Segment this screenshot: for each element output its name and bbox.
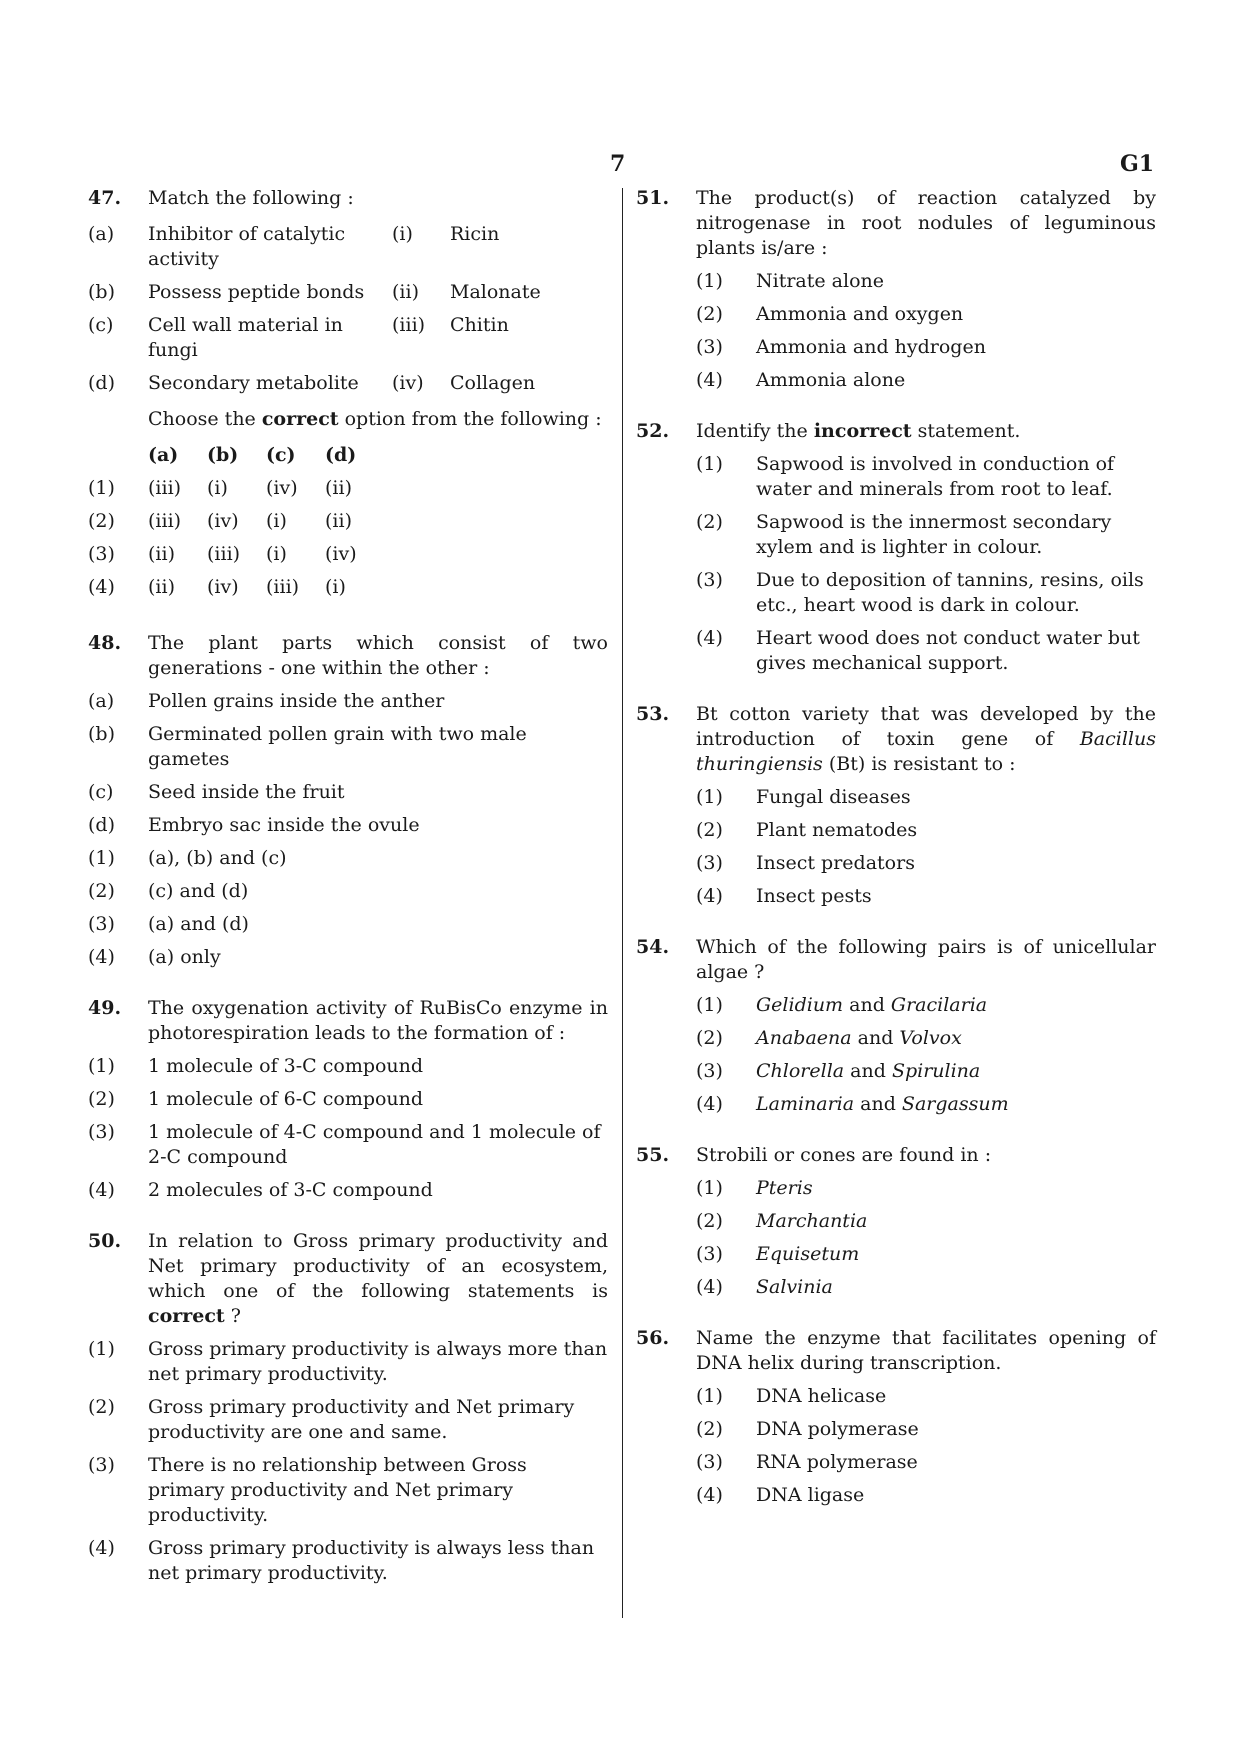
answer-option: (4) (a) only xyxy=(88,946,221,968)
answer-option: (1) DNA helicase xyxy=(696,1385,887,1407)
statement-item: (c) Seed inside the fruit xyxy=(88,781,345,803)
option-label: (2) xyxy=(88,510,115,532)
question-stem: In relation to Gross primary productivity and Net primary productivity of an ecosystem, which one of the following statements is correct ? xyxy=(148,1230,608,1327)
question-53 xyxy=(636,702,1156,909)
match-row xyxy=(88,219,541,277)
match-key: (c) xyxy=(88,314,114,336)
match-key: (b) xyxy=(88,281,115,303)
question-49 xyxy=(88,996,608,1203)
answer-option: (4) Salvinia xyxy=(696,1276,833,1298)
answer-option: (4) Insect pests xyxy=(696,885,872,907)
right-column xyxy=(636,186,1156,1534)
question-stem: Name the enzyme that facilitates opening of DNA helix during transcription. xyxy=(696,1327,1156,1374)
answer-option: (2) Plant nematodes xyxy=(696,819,918,841)
choice-row: (3) (ii) (iii) (i) (iv) xyxy=(88,539,384,572)
question-56 xyxy=(636,1326,1156,1508)
answer-option: (3) Ammonia and hydrogen xyxy=(696,336,986,358)
left-column xyxy=(88,186,608,1612)
question-stem: The product(s) of reaction catalyzed by nitrogenase in root nodules of leguminous plants is/are : xyxy=(696,187,1156,259)
statement-item: (a) Pollen grains inside the anther xyxy=(88,690,445,712)
column-head: (d) xyxy=(325,444,357,466)
question-number: 50. xyxy=(88,1230,122,1252)
answer-option: (3) RNA polymerase xyxy=(696,1451,918,1473)
answer-option: (3) (a) and (d) xyxy=(88,913,249,935)
answer-option: (1) 1 molecule of 3-C compound xyxy=(88,1055,424,1077)
answer-option: (3) 1 molecule of 4-C compound and 1 molecule of 2-C compound xyxy=(88,1121,601,1168)
answer-option: (1) Sapwood is involved in conduction of water and minerals from root to leaf. xyxy=(696,453,1115,500)
question-stem: Match the following : xyxy=(148,187,354,209)
question-55 xyxy=(636,1143,1156,1300)
booklet-code: G1 xyxy=(1120,151,1155,177)
answer-option: (1) Gelidium and Gracilaria xyxy=(696,994,988,1016)
choice-table xyxy=(88,440,384,605)
choose-instruction: Choose the correct option from the following : xyxy=(148,408,602,430)
question-stem: Strobili or cones are found in : xyxy=(696,1144,992,1166)
answer-option: (4) Heart wood does not conduct water but gives mechanical support. xyxy=(696,627,1140,674)
answer-option: (4) Laminaria and Sargassum xyxy=(696,1093,1009,1115)
match-value: Malonate xyxy=(450,281,541,303)
match-num: (i) xyxy=(392,223,413,245)
match-row xyxy=(88,368,541,401)
match-value: Ricin xyxy=(450,223,500,245)
question-number: 55. xyxy=(636,1144,670,1166)
answer-option: (4) Ammonia alone xyxy=(696,369,906,391)
match-num: (ii) xyxy=(392,281,419,303)
option-label: (4) xyxy=(88,576,115,598)
answer-option: (4) 2 molecules of 3-C compound xyxy=(88,1179,433,1201)
question-number: 54. xyxy=(636,936,670,958)
answer-option: (3) Chlorella and Spirulina xyxy=(696,1060,981,1082)
question-47 xyxy=(88,186,608,605)
match-num: (iv) xyxy=(392,372,424,394)
match-key: (d) xyxy=(88,372,115,394)
column-head: (b) xyxy=(207,444,239,466)
match-value: Collagen xyxy=(450,372,536,394)
answer-option: (1) Gross primary productivity is always more than net primary productivity. xyxy=(88,1338,608,1385)
answer-option: (3) Due to deposition of tannins, resins, oils etc., heart wood is dark in colour. xyxy=(696,569,1144,616)
choice-header-row xyxy=(88,440,384,473)
question-number: 52. xyxy=(636,420,670,442)
question-stem: Identify the incorrect statement. xyxy=(696,420,1021,442)
question-48 xyxy=(88,631,608,970)
answer-option: (3) Insect predators xyxy=(696,852,915,874)
question-stem: The plant parts which consist of two generations - one within the other : xyxy=(148,632,608,679)
answer-option: (3) Equisetum xyxy=(696,1243,860,1265)
answer-option: (1) Pteris xyxy=(696,1177,813,1199)
column-divider xyxy=(622,188,623,1618)
answer-option: (1) Nitrate alone xyxy=(696,270,884,292)
answer-option: (2) DNA polymerase xyxy=(696,1418,919,1440)
match-row xyxy=(88,277,541,310)
question-number: 48. xyxy=(88,632,122,654)
choice-row: (2) (iii) (iv) (i) (ii) xyxy=(88,506,384,539)
match-num: (iii) xyxy=(392,314,426,336)
answer-option: (2) Sapwood is the innermost secondary xylem and is lighter in colour. xyxy=(696,511,1112,558)
answer-option: (2) (c) and (d) xyxy=(88,880,249,902)
answer-option: (3) There is no relationship between Gross primary productivity and Net primary productivity. xyxy=(88,1454,527,1526)
question-number: 51. xyxy=(636,187,670,209)
option-label: (3) xyxy=(88,543,115,565)
answer-option: (2) 1 molecule of 6-C compound xyxy=(88,1088,424,1110)
match-item: Secondary metabolite xyxy=(148,372,359,394)
page-number: 7 xyxy=(610,151,626,177)
match-item: Cell wall material in fungi xyxy=(148,314,343,361)
answer-option: (2) Anabaena and Volvox xyxy=(696,1027,962,1049)
answer-option: (2) Ammonia and oxygen xyxy=(696,303,964,325)
question-number: 53. xyxy=(636,703,670,725)
question-number: 47. xyxy=(88,187,122,209)
answer-option: (4) Gross primary productivity is always less than net primary productivity. xyxy=(88,1537,595,1584)
question-number: 49. xyxy=(88,997,122,1019)
question-stem: Which of the following pairs is of unicellular algae ? xyxy=(696,936,1156,983)
statement-item: (d) Embryo sac inside the ovule xyxy=(88,814,420,836)
question-51 xyxy=(636,186,1156,393)
question-number: 56. xyxy=(636,1327,670,1349)
match-row xyxy=(88,310,541,368)
column-head: (c) xyxy=(266,444,296,466)
match-key: (a) xyxy=(88,223,115,245)
option-label: (1) xyxy=(88,477,115,499)
answer-option: (2) Marchantia xyxy=(696,1210,868,1232)
answer-option: (4) DNA ligase xyxy=(696,1484,865,1506)
match-item: Inhibitor of catalytic activity xyxy=(148,223,346,270)
match-table xyxy=(88,219,541,401)
match-value: Chitin xyxy=(450,314,509,336)
answer-option: (2) Gross primary productivity and Net primary productivity are one and same. xyxy=(88,1396,575,1443)
question-54 xyxy=(636,935,1156,1117)
question-50 xyxy=(88,1229,608,1586)
choice-row: (4) (ii) (iv) (iii) (i) xyxy=(88,572,384,605)
question-52 xyxy=(636,419,1156,676)
answer-option: (1) (a), (b) and (c) xyxy=(88,847,287,869)
match-item: Possess peptide bonds xyxy=(148,281,365,303)
question-stem: Bt cotton variety that was developed by the introduction of toxin gene of Bacillus thuringiensis (Bt) is resistant to : xyxy=(696,703,1156,775)
answer-option: (1) Fungal diseases xyxy=(696,786,911,808)
column-head: (a) xyxy=(148,444,179,466)
statement-item: (b) Germinated pollen grain with two male gametes xyxy=(88,723,527,770)
question-stem: The oxygenation activity of RuBisCo enzyme in photorespiration leads to the formation of : xyxy=(148,997,608,1044)
choice-row: (1) (iii) (i) (iv) (ii) xyxy=(88,473,384,506)
